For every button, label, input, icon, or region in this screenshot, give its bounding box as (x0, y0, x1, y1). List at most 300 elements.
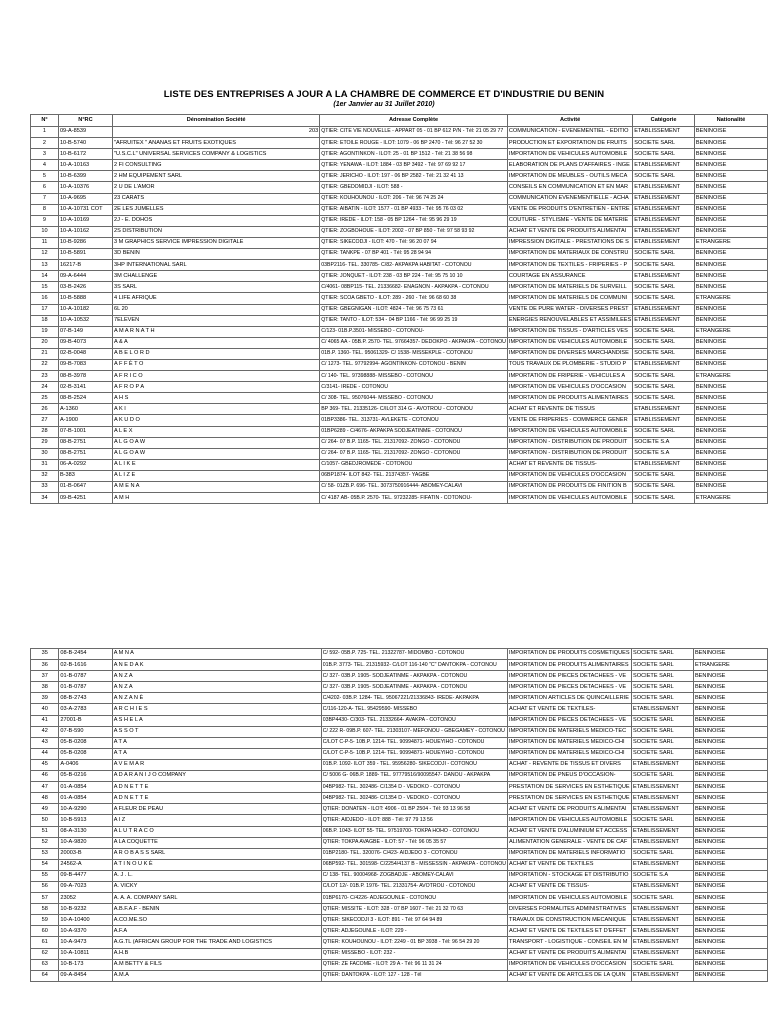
table-row (31, 881, 768, 892)
row-number: 47 (31, 782, 59, 793)
company-address: C/ 138- TEL. 90004968- ZOGBADJE - ABOMEY-CALAVI (321, 870, 507, 881)
row-number: 52 (31, 837, 59, 848)
company-category: SOCIETE SARL (633, 482, 695, 493)
table-row (31, 959, 768, 970)
company-activity: ACHAT ET VENTE DE ARTCLES DE LA QUIN (508, 970, 632, 981)
company-category: ETABLISSEMENT (632, 837, 694, 848)
company-address: BP 369- TEL. 21335126- C/ILOT 314 G - AVOTROU - COTONOU (320, 404, 508, 415)
table-row (31, 493, 768, 504)
company-activity: IMPORTATION DE FRIPERIE - VEHICULES A (507, 371, 632, 382)
rc-number: 05-B-0208 (59, 748, 112, 759)
rc-number: 10-B-6399 (58, 171, 112, 182)
company-name: 23 CARATS (113, 193, 320, 204)
company-nationality: ETRANGERE (694, 326, 767, 337)
table-row (31, 826, 768, 837)
company-nationality: BENINOISE (694, 337, 767, 348)
company-activity: IMPRESSION DIGITALE - PRESTATIONS DE S (507, 237, 632, 248)
company-address: C/ 308- TEL. 95076044- MISSEBO - COTONOU (320, 393, 508, 404)
table-row (31, 393, 768, 404)
company-nationality: BENINOISE (694, 459, 767, 470)
company-name: A M N A (112, 649, 321, 660)
table-row (31, 759, 768, 770)
rc-number: 10-B-5891 (58, 249, 112, 260)
company-nationality: BENINOISE (693, 649, 767, 660)
company-category: SOCIETE SARL (633, 326, 695, 337)
row-number: 56 (31, 881, 59, 892)
company-nationality: BENINOISE (693, 915, 767, 926)
company-address: QTIER: AIBATIN - ILOT: 1577 - 01 BP 4933 - Tél: 95 76 03 02 (320, 204, 508, 215)
company-category: ETABLISSEMENT (633, 237, 695, 248)
company-name: 203 (113, 127, 320, 138)
company-activity: ACHAT - REVENTE DE TISSUS ET DIVERS (508, 759, 632, 770)
company-address: QTIER: TOKPA AVAGBE - ILOT: 57 - Tél: 96 05 35 57 (321, 837, 507, 848)
company-activity: COUTURE - STYLISME - VENTE DE MATERIE (507, 215, 632, 226)
company-name: 3HP INTERNATIONAL SARL (113, 260, 320, 271)
company-nationality: BENINOISE (694, 160, 767, 171)
rc-number: 06-A-0292 (58, 459, 112, 470)
table-row (31, 226, 768, 237)
table-row (31, 970, 768, 981)
company-nationality: BENINOISE (693, 737, 767, 748)
rc-number: 09-A-6444 (58, 271, 112, 282)
company-address: QTIER: IREDE - ILOT: 158 - 05 BP 1264 - Tél: 95 96 29 19 (320, 215, 508, 226)
table-row (31, 782, 768, 793)
rc-number: 09-A-7023 (59, 881, 112, 892)
company-activity: TRANSPORT - LOGISTIQUE - CONSEIL EN M (508, 937, 632, 948)
company-address: 03BP4430- C/303- TEL. 21332664- AVAKPA - COTONOU (321, 715, 507, 726)
company-category: SOCIETE SARL (633, 337, 695, 348)
company-address: QTIER: CITE VIE NOUVELLE - APPART 05 - 01 BP 612 P/N - Tél: 21 05 29 77 (320, 127, 508, 138)
company-activity: IMPORTATION DE MATERIELS INFORMATIO (508, 848, 632, 859)
company-category: ETABLISSEMENT (633, 204, 695, 215)
company-name: A M H (113, 493, 320, 504)
company-address: 06BP592- TEL. 301598- C/2254/4137 B - MISSESSIN - AKPAKPA - COTONOU (321, 859, 507, 870)
company-name: A I Z (112, 815, 321, 826)
company-address: QTIER: JONQUET - ILOT: 238 - 03 BP 224 - Tél: 95 75 10 10 (320, 271, 508, 282)
company-address: C/123- 01B.P.3501- MISSEBO - COTONOU- (320, 326, 508, 337)
company-address: QTIER: DONATEN - ILOT: 4906 - 01 BP 2504 - Tél: 93 13 96 58 (321, 804, 507, 815)
row-number: 48 (31, 793, 59, 804)
company-category: SOCIETE SARL (632, 737, 694, 748)
company-category: SOCIETE SARL (632, 671, 694, 682)
company-category: ETABLISSEMENT (633, 182, 695, 193)
company-activity: IMPORTATION DE MATERIELS DE COMMUNI (507, 293, 632, 304)
row-number: 20 (31, 337, 59, 348)
row-number: 54 (31, 859, 59, 870)
company-activity: IMPORTATION DE MATERIELS MEDICO-CHI (508, 748, 632, 759)
row-number: 14 (31, 271, 59, 282)
rc-number: 03-B-2426 (58, 282, 112, 293)
rc-number: 10-A-9820 (59, 837, 112, 848)
table-row (31, 249, 768, 260)
rc-number: 07-B-590 (59, 726, 112, 737)
page-subtitle: (1er Janvier au 31 Juillet 2010) (333, 101, 435, 108)
company-activity: IMPORTATION DE MEUBLES - OUTILS MECA (507, 171, 632, 182)
table-header-row (31, 115, 768, 127)
company-address: QTIER: JERICHO - ILOT: 197 - 06 BP 2582 - Tél: 21 32 41 13 (320, 171, 508, 182)
company-nationality: BENINOISE (694, 193, 767, 204)
table-row (31, 404, 768, 415)
rc-number: 08-B-3978 (58, 371, 112, 382)
company-name: A. J . L. (112, 870, 321, 881)
company-nationality: BENINOISE (693, 704, 767, 715)
table-row (31, 926, 768, 937)
company-activity: IMPORTATION DE PIECES DETACHEES - VE (508, 715, 632, 726)
rc-number: 10-B-5888 (58, 293, 112, 304)
company-address: 01B.P. 1360- TEL. 95061329- C/ 1538- MISSEKPLE - COTONOU (320, 348, 508, 359)
company-nationality: BENINOISE (693, 948, 767, 959)
company-nationality: BENINOISE (694, 348, 767, 359)
company-nationality: BENINOISE (694, 215, 767, 226)
row-number: 55 (31, 870, 59, 881)
row-number: 64 (31, 970, 59, 981)
company-category: ETABLISSEMENT (633, 160, 695, 171)
company-nationality: BENINOISE (693, 771, 767, 782)
company-activity: IMPORTATION DE PRODUITS ALIMENTAIRES (508, 660, 632, 671)
company-nationality: BENINOISE (693, 926, 767, 937)
table-row (31, 437, 768, 448)
company-name: A M E N A (113, 482, 320, 493)
company-name: A D N E T T E (112, 782, 321, 793)
company-name: A N E D A K (112, 660, 321, 671)
company-address: C/ 264- 07 B.P. 1165- TEL. 21317092- ZONGO - COTONOU (320, 448, 508, 459)
company-nationality: BENINOISE (694, 182, 767, 193)
company-activity: IMPORTATION DE VEHICULES AUTOMOBILE (507, 493, 632, 504)
rc-number: 07-B-1001 (58, 426, 112, 437)
row-number: 39 (31, 693, 59, 704)
company-activity: VENTE DE PURE WATER - DIVERSES PREST (507, 304, 632, 315)
company-category: ETABLISSEMENT (632, 926, 694, 937)
row-number: 2 (31, 138, 59, 149)
company-category: SOCIETE SARL (633, 260, 695, 271)
company-nationality: ETRANGERE (694, 493, 767, 504)
company-address: 01B.P. 1092- ILOT 359 - TEL. 95956280- SIKECODJI - COTONOU (321, 759, 507, 770)
company-address: 06B.P. 1043- ILOT 55- TEL. 97519700- TOKPA HOHO - COTONOU (321, 826, 507, 837)
company-category: SOCIETE SARL (632, 693, 694, 704)
table-row (31, 870, 768, 881)
rc-number: 10-A-10731 COT (58, 204, 112, 215)
company-address: C/LOT 12/- 01B.P. 1976- TEL. 21331754- AVOTROU - COTONOU (321, 881, 507, 892)
company-address: QTIER: KOUHOUNOU - ILOT: 2249 - 01 BP 3938 - Tél: 96 54 29 20 (321, 937, 507, 948)
company-activity: IMPORTATION DE PIECES DETACHEES - VE (508, 671, 632, 682)
company-name: "U.S.C.L" UNIVERSAL SERVICES COMPANY & LOGISTICS (113, 149, 320, 160)
company-category: SOCIETE SARL (633, 371, 695, 382)
company-address: C/ 58- 01ZB.P. 696- TEL. 3073750916444- ABOMEY-CALAVI (320, 482, 508, 493)
row-number: 16 (31, 293, 59, 304)
table-row (31, 138, 768, 149)
row-number: 5 (31, 171, 59, 182)
header-nationality: Nationalité (694, 115, 767, 127)
row-number: 9 (31, 215, 59, 226)
table-row (31, 815, 768, 826)
row-number: 37 (31, 671, 59, 682)
company-activity: ACHAT ET REVENTE DE TISSUS (507, 404, 632, 415)
company-name: A F R I C O (113, 371, 320, 382)
header-denomination: Dénomination Société (113, 115, 320, 127)
company-category: ETABLISSEMENT (632, 937, 694, 948)
company-name: A R C H I E S (112, 704, 321, 715)
row-number: 11 (31, 237, 59, 248)
company-name: A.F.A (112, 926, 321, 937)
table-row (31, 771, 768, 782)
company-name: 7ELEVEN (113, 315, 320, 326)
company-address: C/ 1273- TEL. 97792994- AGONTINKON- COTONOU - BENIN (320, 359, 508, 370)
company-activity: IMPORTATION DE VEHICULES AUTOMOBILE (507, 337, 632, 348)
company-name: 2J - E. DOHOS (113, 215, 320, 226)
row-number: 40 (31, 704, 59, 715)
company-category: SOCIETE S.A (632, 870, 694, 881)
company-nationality: BENINOISE (694, 138, 767, 149)
row-number: 1 (31, 127, 59, 138)
header-category: Catégorie (633, 115, 695, 127)
table-row (31, 671, 768, 682)
company-category: SOCIETE SARL (633, 249, 695, 260)
company-activity: IMPORTATION - DISTRIBUTION DE PRODUIT (507, 437, 632, 448)
rc-number: A-0406 (59, 759, 112, 770)
company-category: SOCIETE SARL (632, 848, 694, 859)
rc-number: 10-B-9286 (58, 237, 112, 248)
company-activity: IMPORTATION DE VEHICULES AUTOMOBILE (508, 893, 632, 904)
company-category: SOCIETE SARL (632, 715, 694, 726)
rc-number: 01-A-0854 (59, 793, 112, 804)
table-row (31, 915, 768, 926)
company-address: C/ 592- 05B.P. 725- TEL. 21322787- MIDOMBO - COTONOU (321, 649, 507, 660)
company-category: ETABLISSEMENT (632, 782, 694, 793)
company-category: ETABLISSEMENT (632, 704, 694, 715)
company-name: A L G O A W (113, 448, 320, 459)
company-category: SOCIETE SARL (632, 893, 694, 904)
company-nationality: ETRANGERE (694, 371, 767, 382)
rc-number: 24562-A (59, 859, 112, 870)
company-address: 03BP2116- TEL. 330785- C/82- AKPAKPA HABITAT - COTONOU (320, 260, 508, 271)
table-row (31, 326, 768, 337)
company-activity: ALIMENTATION GENERALE - VENTE DE CAF (508, 837, 632, 848)
table-row (31, 948, 768, 959)
company-activity: IMPORTATION - STOCKAGE ET DISTRIBUTIO (508, 870, 632, 881)
company-name: A & A (113, 337, 320, 348)
rc-number: 10-A-9473 (59, 937, 112, 948)
company-name: A L U T R A C O (112, 826, 321, 837)
row-number: 23 (31, 371, 59, 382)
table-row (31, 371, 768, 382)
row-number: 36 (31, 660, 59, 671)
company-category: SOCIETE SARL (633, 348, 695, 359)
rc-number: 10-A-9370 (59, 926, 112, 937)
company-nationality: BENINOISE (694, 149, 767, 160)
row-number: 25 (31, 393, 59, 404)
company-category: ETABLISSEMENT (633, 404, 695, 415)
rc-number: 10-A-9290 (59, 804, 112, 815)
companies-table-top (30, 114, 768, 504)
header-number: N° (31, 115, 59, 127)
company-address: 01BP6170- C/4226- ADJEGOUNLE - COTONOU (321, 893, 507, 904)
company-activity: IMPORTATION DE VEHICULES D'OCCASION (507, 382, 632, 393)
table-row (31, 293, 768, 304)
company-address: QTIER: SIKECODJI 3 - ILOT: 891 - Tél: 97 64 94 89 (321, 915, 507, 926)
company-category: ETABLISSEMENT (632, 793, 694, 804)
rc-number: 02-B-3141 (58, 382, 112, 393)
company-category: ETABLISSEMENT (633, 215, 695, 226)
row-number: 38 (31, 682, 59, 693)
row-number: 3 (31, 149, 59, 160)
company-activity: IMPORTATION DE PRODUITS ALIMENTAIRES (507, 393, 632, 404)
company-name: A D N E T T E (112, 793, 321, 804)
table-row (31, 804, 768, 815)
company-activity: IMPORTATION DE MATERIELS MEDICO-TEC (508, 726, 632, 737)
company-address: C/ 222 R- 09B.P. 607- TEL. 21303107- MEFONOU - GBEGAMEY - COTONOU (321, 726, 507, 737)
company-name: A R O B A S S SARL (112, 848, 321, 859)
company-activity: ACHAT ET VENTE DE TEXTILES (508, 859, 632, 870)
company-activity: IMPORTATION DE VEHICULES D'OCCASION (508, 959, 632, 970)
company-activity: COURTAGE EN ASSURANCE (507, 271, 632, 282)
company-category: ETABLISSEMENT (633, 359, 695, 370)
company-activity: ACHAT ET VENTE DE PRODUITS ALIMENTAI (508, 804, 632, 815)
company-nationality: BENINOISE (693, 804, 767, 815)
company-address: QTIER: GBEDOMIDJI - ILOT: 588 - (320, 182, 508, 193)
row-number: 30 (31, 448, 59, 459)
rc-number: 10-B-5913 (59, 815, 112, 826)
company-category: SOCIETE S.A (633, 448, 695, 459)
company-address: C/1057- GBEDJROMEDE - COTONOU (320, 459, 508, 470)
rc-number: 10-A-10162 (58, 226, 112, 237)
company-address: C/ 264- 07 B.P. 1165- TEL. 21317092- ZONGO - COTONOU (320, 437, 508, 448)
rc-number: 16217-B (58, 260, 112, 271)
company-activity: ACHAT ET REVENTE DE TISSUS- (507, 459, 632, 470)
company-activity: IMPORTATION DE TISSUS - D'ARTICLES VES (507, 326, 632, 337)
row-number: 50 (31, 815, 59, 826)
company-nationality: BENINOISE (693, 893, 767, 904)
table-row (31, 704, 768, 715)
table-row (31, 337, 768, 348)
company-activity: ELABORATION DE PLANS D'AFFAIRES - INGE (507, 160, 632, 171)
company-address: QTIER: YENAWA - ILOT: 1884 - 03 BP 3492 - Tél: 97 69 92 17 (320, 160, 508, 171)
company-category: SOCIETE SARL (632, 649, 694, 660)
company-name: A.H.B (112, 948, 321, 959)
table-row (31, 315, 768, 326)
rc-number: 02-B-0048 (58, 348, 112, 359)
row-number: 42 (31, 726, 59, 737)
rc-number: 08-B-2454 (59, 649, 112, 660)
table-row (31, 748, 768, 759)
company-nationality: BENINOISE (693, 881, 767, 892)
company-activity: IMPORTATION DE DIVERSES MARCHANDISE (507, 348, 632, 359)
company-nationality: BENINOISE (693, 826, 767, 837)
company-name: A L I Z E (113, 470, 320, 481)
company-activity: ACHAT ET VENTE D'ALUMINIUM ET ACCESS (508, 826, 632, 837)
rc-number: 01-B-0647 (58, 482, 112, 493)
company-name: A.CO.ME.SO (112, 915, 321, 926)
company-category: SOCIETE SARL (633, 393, 695, 404)
page-title: LISTE DES ENTREPRISES A JOUR A LA CHAMBRE DE COMMERCE ET D'INDUSTRIE DU BENIN (163, 89, 605, 100)
rc-number: 08-B-2751 (58, 437, 112, 448)
company-category: SOCIETE S.A (633, 437, 695, 448)
table-row (31, 415, 768, 426)
rc-number: 05-B-0216 (59, 771, 112, 782)
company-nationality: BENINOISE (693, 870, 767, 881)
company-name: 2 HM EQUIPEMENT SARL (113, 171, 320, 182)
company-activity: IMPORTATION DE MATERIELS MEDICO-CHI (508, 737, 632, 748)
row-number: 28 (31, 426, 59, 437)
row-number: 61 (31, 937, 59, 948)
row-number: 18 (31, 315, 59, 326)
company-name: A T A (112, 748, 321, 759)
company-category: SOCIETE SARL (632, 959, 694, 970)
company-nationality: BENINOISE (694, 249, 767, 260)
company-name: A K U D O (113, 415, 320, 426)
company-category: SOCIETE SARL (632, 682, 694, 693)
row-number: 10 (31, 226, 59, 237)
table-row (31, 193, 768, 204)
company-address: 04BP982- TEL. 302486- C/1354 D - VEDOKO - COTONOU (321, 782, 507, 793)
company-nationality: ETRANGERE (694, 237, 767, 248)
company-activity: COMMUNICATION EVENEMENTIELLE - ACHA (507, 193, 632, 204)
table-row (31, 171, 768, 182)
company-name: 3M CHALLENGE (113, 271, 320, 282)
company-name: A N Z A (112, 682, 321, 693)
rc-number: 10-B-173 (59, 959, 112, 970)
company-nationality: BENINOISE (693, 970, 767, 981)
row-number: 43 (31, 737, 59, 748)
row-number: 15 (31, 282, 59, 293)
rc-number: 20003-B (59, 848, 112, 859)
rc-number: 01-B-0787 (59, 682, 112, 693)
row-number: 63 (31, 959, 59, 970)
company-name: 2 FI CONSULTING (113, 160, 320, 171)
company-name: A T I N O U K È (112, 859, 321, 870)
table-row (31, 726, 768, 737)
rc-number: 10-B-6172 (58, 149, 112, 160)
company-activity: DIVERSES FORMALITES ADMINISTRATIVES (508, 904, 632, 915)
company-name: A D A R A N I J O COMPANY (112, 771, 321, 782)
company-name: A. VICKY (112, 881, 321, 892)
company-address: QTIER: KOUHOUNOU - ILOT: 206 - Tél: 96 74 25 24 (320, 193, 508, 204)
rc-number: 08-B-2751 (58, 448, 112, 459)
company-address: QTIER: ZOGBOHOUE - ILOT: 2002 - 07 BP 850 - Tél: 97 58 93 92 (320, 226, 508, 237)
company-nationality: BENINOISE (693, 904, 767, 915)
company-name: A.G.TL (AFRICAN GROUP FOR THE TRADE AND LOGISTICS (112, 937, 321, 948)
company-category: ETABLISSEMENT (632, 915, 694, 926)
row-number: 17 (31, 304, 59, 315)
company-nationality: BENINOISE (694, 448, 767, 459)
table-row (31, 682, 768, 693)
company-address: 01BP2180- TEL. 320076- C/423- AIDJEDO 3 - COTONOU (321, 848, 507, 859)
company-nationality: BENINOISE (694, 382, 767, 393)
company-nationality: BENINOISE (693, 782, 767, 793)
rc-number: A-1360 (58, 404, 112, 415)
company-address: C/4061- 08BP115- TEL. 21336682- ENAGNON - AKPAKPA - COTONOU (320, 282, 508, 293)
table-row (31, 837, 768, 848)
company-category: SOCIETE SARL (633, 426, 695, 437)
company-nationality: BENINOISE (693, 715, 767, 726)
company-nationality: BENINOISE (693, 748, 767, 759)
company-category: ETABLISSEMENT (633, 226, 695, 237)
company-nationality: BENINOISE (694, 415, 767, 426)
rc-number: B-383 (58, 470, 112, 481)
company-category: SOCIETE SARL (632, 815, 694, 826)
table-row (31, 649, 768, 660)
row-number: 41 (31, 715, 59, 726)
company-category: ETABLISSEMENT (632, 759, 694, 770)
company-name: A F R O P A (113, 382, 320, 393)
company-name: A K I (113, 404, 320, 415)
table-row (31, 359, 768, 370)
table-row (31, 693, 768, 704)
rc-number: 23052 (59, 893, 112, 904)
company-address: 01B.P. 3773- TEL. 21315932- C/LOT 116-140 "C" DANTOKPA - COTONOU (321, 660, 507, 671)
company-activity: ACHAT ET VENTE DE PRODUITS ALIMENTAI (507, 226, 632, 237)
row-number: 60 (31, 926, 59, 937)
company-activity: VENTE DE PRODUITS D'ENTRETIEN - ENTRE (507, 204, 632, 215)
